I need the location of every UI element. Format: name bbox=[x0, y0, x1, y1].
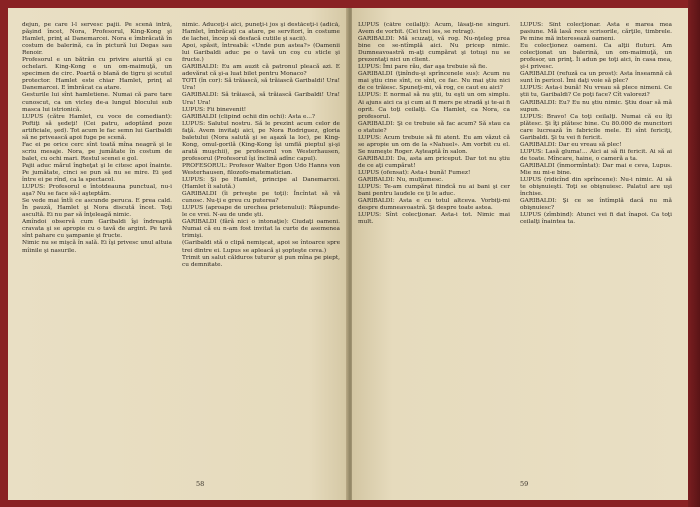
text-paragraph: GARIBALDI (ţinîndu-şi sprîncenele sus): Acum nu mai ştiu cine sînt, ce sînt, ce fac. Nu mai ştiu nici de ce trăiesc. Spuneţi-mi, vă rog, ce caut eu aici? bbox=[358, 71, 510, 92]
text-paragraph: LUPUS: E normal să nu ştii, tu eşti un om simplu. Ai ajuns aici ca şi cum ai fi mers pe stradă şi te-ai fi oprit. Ca toţi ceilalţi. Ca Hamlet, ca Nora, ca profesorul. bbox=[358, 92, 510, 120]
left-page-column-2 bbox=[182, 22, 340, 478]
text-paragraph: LUPUS: Acum trebuie să fii atent. Eu am văzut că se apropie un om de la «Nahuel». Am vorbit cu el. Se numeşte Roger. Aşteaptă în salon. bbox=[358, 134, 510, 155]
text-paragraph: Gesturile lui sînt hamletiene. Numai că pare tare cunoscut, ca un vicleş de-a lungul blocului sub masca lui istrionică. bbox=[22, 92, 172, 113]
text-paragraph: LUPUS: Lasă gluma!... Aici ai să fii fericit. Ai să ai de toate. Mîncare, haine, o cameră a ta. bbox=[520, 148, 672, 162]
text-paragraph: Amîndoi observă cum Garibaldi îşi îndreaptă cravata şi se apropie cu o tavă de argint. Pe tavă sînt pahare cu şampanie şi fructe. bbox=[22, 219, 172, 240]
text-paragraph: GARIBALDI: Nu, mulţumesc. bbox=[358, 177, 444, 184]
text-paragraph: LUPUS (aproape de urechea prietenului): Răspunde-le ce vrei. N-au de unde şti. bbox=[182, 205, 340, 219]
text-paragraph: LUPUS: Sînt colecţionar. Asta-i tot. Nimic mai mult. bbox=[358, 212, 510, 226]
text-paragraph: LUPUS (către ceilalţi): Acum, lăsaţi-ne singuri. Avem de vorbit. (Cei trei ies, se retrag). bbox=[358, 22, 510, 36]
left-page-number: 58 bbox=[196, 480, 205, 488]
text-paragraph: GARIBALDI (refuză ca un prost): Asta înseamnă că sunt în pericol. Îmi daţi voie să plec? bbox=[520, 71, 672, 85]
text-paragraph: LUPUS: Profesorul e întotdeauna punctual, nu-i aşa? Nu se face să-l aşteptăm. bbox=[22, 184, 172, 198]
right-page-column-2 bbox=[520, 22, 672, 478]
text-paragraph: LUPUS (ridicînd din sprîncene): Nu-i nimic. Ai să te obişnuieşti. Toţi se obişnuiesc. Palatul are uşi închise. bbox=[520, 177, 672, 198]
right-page-column-1 bbox=[358, 22, 510, 478]
text-paragraph: LUPUS: Şi pe Hamlet, principe al Danemarcei. (Hamlet îi salută.) bbox=[182, 177, 340, 191]
text-paragraph: Profesorul e un bătrân cu privire aiurită şi cu ochelari. King-Kong e un om-maimuţă, un specimen de circ. Poartă o blană de tigru şi scutul protector. Hamlet este chiar Hamlet, prinţ al Danemarcei. E îmbrăcat ca atare. bbox=[22, 57, 172, 92]
text-paragraph: GARIBALDI (fără nici o intonaţie): Ciudaţi oameni. Numai că eu n-am fost invitat la curte de asemenea trimişi. bbox=[182, 219, 340, 240]
text-paragraph: GARIBALDI: Mă scuzaţi, vă rog. Nu-nţeleg prea bine ce se-ntîmplă aici. Nu pricep nimic. Dumneavoastră m-aţi cumpărat şi totuşi nu se prezentaţi nici un client. bbox=[358, 36, 510, 64]
text-paragraph: Apoi, spăsit, întreabă: «Unde pun astea?» (Oamenii lui Garibaldi aduc pe o tavă un coş cu sticle şi fructe.) bbox=[182, 43, 340, 64]
text-paragraph: LUPUS: Fii binevenit! bbox=[182, 106, 247, 113]
text-paragraph: GARIBALDI: Şi ce se întîmplă dacă nu mă obişnuiesc? bbox=[520, 198, 672, 212]
text-paragraph: TOTI (în cor): Să trăiască, să trăiască Garibaldi! Ura! Ura! bbox=[182, 78, 340, 92]
right-page bbox=[352, 8, 688, 500]
text-paragraph: GARIBALDI (înmormîntat): Dar mai e ceva, Lupus. Mie nu mi-e bine. bbox=[520, 162, 672, 176]
text-paragraph: LUPUS: Salutul nostru. Să le prezint acum celor de faţă. Avem invitaţi aici, pe Nora Rodriguez, gloria baletului (Nora salută şi se aşază la loc), pe King-Kong, omul-gorilă (King-Kong îşi umflă pieptul şi-şi arată muşchii), pe profesorul von Westerhausen, profesorul (Profesorul îşi înclină adînc capul). bbox=[182, 120, 340, 162]
left-page-column-1 bbox=[22, 22, 172, 478]
text-paragraph: LUPUS: Asta-i bună! Nu vreau să plece nimeni. Ce ştii tu, Garibaldi? Ce poţi face? Cît valorezi? bbox=[520, 85, 672, 99]
book-cover-edge bbox=[688, 0, 700, 507]
text-paragraph: Se vede mai întîi ce ascunde peruca. E prea cald. În pauză, Hamlet şi Nora discută încet. Toţi ascultă. Ei nu par să înţeleagă nimic. bbox=[22, 198, 172, 219]
text-paragraph: GARIBALDI: Asta e cu totul altceva. Vorbiţi-mi despre dumneavoastră. Şi despre toate astea. bbox=[358, 198, 510, 212]
text-paragraph: GARIBALDI: Da, asta am priceput. Dar tot nu ştiu de ce aţi cumpărat! bbox=[358, 155, 510, 169]
text-paragraph: Pajii aduc mărul îngheţat şi le citesc apoi înainte. Pe jumătate, cinci se pun să nu se mire. Ei şed între ei pe rînd, ca la spectacol. bbox=[22, 162, 172, 184]
text-paragraph: LUPUS (ofensat): Asta-i bună! Fumez! bbox=[358, 169, 471, 176]
text-paragraph: nimic. Aduceţi-i aici, puneţi-i jos şi destăceţi-i (adică, Hamlet, îmbrăcaţi ca atare, pe servitori, în costume de lachei, încep să desfacă cutiile şi sacii). bbox=[182, 22, 340, 43]
text-paragraph: GARIBALDI: Să trăiască, să trăiască Garibaldi! Ura! Ura! Ura! bbox=[182, 92, 340, 106]
text-paragraph: LUPUS (către Hamlet, cu voce de comediant): Poftiţi să şedeţi! (Cei patru, adoptând poze artificiale, şed). Tot acum le fac semn lui Garibaldi să ne privească apoi fuge pe scenă. bbox=[22, 113, 172, 141]
text-paragraph: PROFESORUL: Profesor Walter Egon Udo Hanns von Westerhausen, filozofo-matematician. bbox=[182, 162, 340, 176]
text-paragraph: LUPUS (zîmbind): Atunci vei fi dat înapoi. Ca toţi ceilalţi înaintea ta. bbox=[520, 212, 672, 226]
text-paragraph: GARIBALDI: Dar eu vreau să plec! bbox=[520, 141, 622, 148]
text-paragraph: GARIBALDI (îi priveşte pe toţi): Încîntat să vă cunosc. Nu-ţi e greu cu puterea? bbox=[182, 191, 340, 205]
text-paragraph: GARIBALDI: Eu? Eu nu ştiu nimic. Ştiu doar să mă supun. bbox=[520, 99, 672, 113]
text-paragraph: (Garibaldi stă o clipă nemişcat, apoi se întoarce spre trei dintre ei. Lupus se apleacă şi şopteşte ceva.) bbox=[182, 240, 340, 254]
text-paragraph: LUPUS: Îmi pare rău, dar aşa trebuie să fie. bbox=[358, 64, 488, 71]
text-paragraph: Fac ei pe orice cerc sînt toată mîna neagră şi le scriu mesaje. Nora, pe jumătate în costum de balet, cu ochi mari. Restul scenei e gol. bbox=[22, 141, 172, 162]
text-paragraph: LUPUS: Sînt colecţionar. Asta e marea mea pasiune. Mă lasă rece scrisorile, cărţile, timbrele. Pe mine mă interesează oameni. bbox=[520, 22, 672, 43]
text-paragraph: Nimic nu se mişcă în sală. Ei îşi privesc unul altuia mîinile şi nasurile. bbox=[22, 240, 172, 254]
left-page bbox=[8, 8, 350, 500]
text-paragraph: GARIBALDI (clipind ochii din ochi): Asta e...? bbox=[182, 113, 316, 120]
text-paragraph: Eu colecţionez oameni. Ca alţii fluturi. Am colecţionat un balerină, un om-maimuţă, un profesor, un prinţ. Îi adun pe toţi aici, în casa mea, şi-i privesc. bbox=[520, 43, 672, 71]
text-paragraph: GARIBALDI: Eu am auzit că patronul pleacă azi. E adevărat că şi-a luat bilet pentru Monaco? bbox=[182, 64, 340, 78]
text-paragraph: Trimit un salut călduros tuturor şi pun mîna pe piept, cu demnitate. bbox=[182, 254, 340, 268]
right-page-number: 59 bbox=[520, 480, 529, 488]
text-paragraph: LUPUS: Bravo! Ca toţi ceilalţi. Numai că eu îţi plătesc. Şi îţi plătesc bine. Cu 80.000 de muncitori care lucrează în fabricile mele. Ei sînt fericiţi, Garibaldi. Şi tu vei fi fericit. bbox=[520, 113, 672, 141]
text-paragraph: GARIBALDI: Şi ce trebuie să fac acum? Să stau ca o statuie? bbox=[358, 120, 510, 134]
text-paragraph: dejun, pe care l-l servesc pajii. Pe scenă intră, păşind încet, Nora, Profesorul, King-Kong şi Hamlet, prinţ al Danemarcei. Nora e îmbrăcată în costum de balerină, ca în pictură lui Degas sau Renoir. bbox=[22, 22, 172, 57]
text-paragraph: LUPUS: Te-am cumpărat fiindcă nu ai bani şi cer bani pentru laudele ce ţi le aduc. bbox=[358, 184, 510, 198]
